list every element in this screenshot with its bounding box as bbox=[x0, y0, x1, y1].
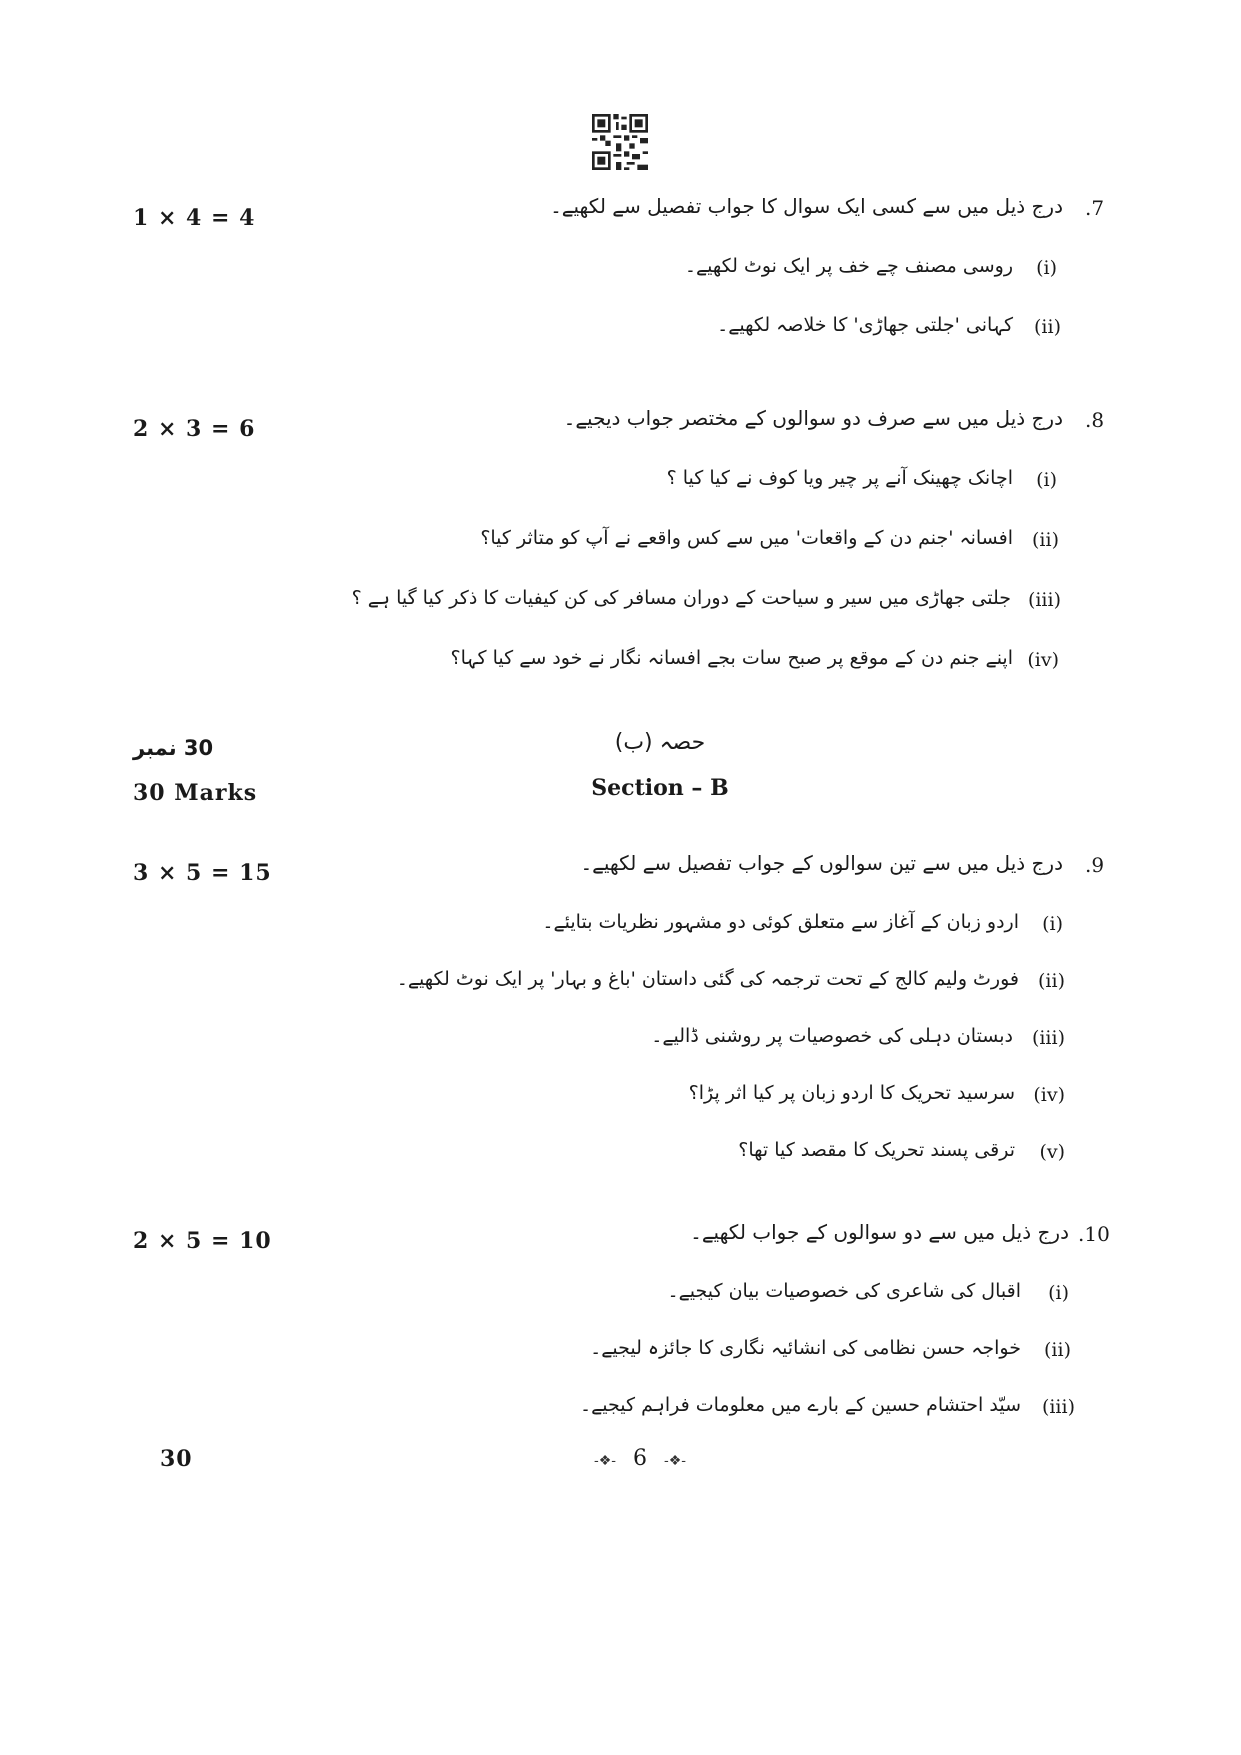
q10-item-num: (ii) bbox=[1044, 1339, 1071, 1361]
q9-item-num: (i) bbox=[1042, 913, 1063, 935]
q9-item-text: دبستان دہلی کی خصوصیات پر روشنی ڈالیے۔ bbox=[651, 1025, 1013, 1047]
q10-item-text: اقبال کی شاعری کی خصوصیات بیان کیجیے۔ bbox=[667, 1280, 1021, 1302]
q8-item-text: افسانہ 'جنم دن کے واقعات' میں سے کس واقعے نے آپ کو متاثر کیا؟ bbox=[480, 527, 1013, 549]
q9-item-num: (iii) bbox=[1031, 1027, 1065, 1049]
q7-item-num: (i) bbox=[1036, 257, 1057, 279]
q7-item-text: روسی مصنف چے خف پر ایک نوٹ لکھیے۔ bbox=[684, 255, 1013, 277]
q10-number: .10 bbox=[1078, 1222, 1110, 1246]
q8-item-num: (iii) bbox=[1027, 589, 1061, 611]
section-b-marks-en: 30 Marks bbox=[133, 780, 258, 806]
q10-marks: 2 × 5 = 10 bbox=[133, 1228, 272, 1254]
q10-title: درج ذیل میں سے دو سوالوں کے جواب لکھیے۔ bbox=[690, 1220, 1069, 1244]
q9-marks: 3 × 5 = 15 bbox=[133, 860, 272, 886]
q8-title: درج ذیل میں سے صرف دو سوالوں کے مختصر جواب دیجیے۔ bbox=[563, 406, 1063, 430]
q7-item-text: کہانی 'جلتی جھاڑی' کا خلاصہ لکھیے۔ bbox=[717, 314, 1013, 336]
q8-item-text: اچانک چھینک آنے پر چیر ویا کوف نے کیا کیا ؟ bbox=[666, 467, 1013, 489]
q7-item-num: (ii) bbox=[1034, 316, 1061, 338]
q10-item-text: سیّد احتشام حسین کے بارے میں معلومات فراہم کیجیے۔ bbox=[580, 1394, 1021, 1416]
q8-number: .8 bbox=[1085, 408, 1105, 432]
q8-marks: 2 × 3 = 6 bbox=[133, 416, 256, 442]
q10-item-text: خواجہ حسن نظامی کی انشائیہ نگاری کا جائزہ لیجیے۔ bbox=[590, 1337, 1021, 1359]
section-b-title-en: Section – B bbox=[591, 775, 729, 801]
q10-item-num: (iii) bbox=[1041, 1396, 1075, 1418]
qr-code bbox=[592, 114, 648, 170]
page-number-block bbox=[580, 1446, 700, 1471]
q8-item-num: (ii) bbox=[1032, 529, 1059, 551]
q9-item-text: ترقی پسند تحریک کا مقصد کیا تھا؟ bbox=[738, 1139, 1015, 1161]
q9-item-text: فورٹ ولیم کالج کے تحت ترجمہ کی گئی داستان 'باغ و بہار' پر ایک نوٹ لکھیے۔ bbox=[396, 968, 1019, 990]
q8-item-num: (iv) bbox=[1027, 649, 1059, 671]
q7-number: .7 bbox=[1085, 196, 1105, 220]
q7-marks: 1 × 4 = 4 bbox=[133, 205, 256, 231]
ornament-left: -❖- bbox=[593, 1453, 616, 1469]
q9-item-num: (v) bbox=[1039, 1141, 1065, 1163]
q10-item-num: (i) bbox=[1048, 1282, 1069, 1304]
q9-item-num: (ii) bbox=[1038, 970, 1065, 992]
q9-item-num: (iv) bbox=[1033, 1084, 1065, 1106]
section-b-marks-urdu: 30 نمبر bbox=[133, 736, 214, 760]
q9-title: درج ذیل میں سے تین سوالوں کے جواب تفصیل سے لکھیے۔ bbox=[580, 851, 1063, 875]
q7-title: درج ذیل میں سے کسی ایک سوال کا جواب تفصیل سے لکھیے۔ bbox=[550, 194, 1063, 218]
q9-item-text: اردو زبان کے آغاز سے متعلق کوئی دو مشہور نظریات بتایئے۔ bbox=[542, 911, 1019, 933]
q8-item-text: جلتی جھاڑی میں سیر و سیاحت کے دوران مسافر کی کن کیفیات کا ذکر کیا گیا ہے ؟ bbox=[351, 587, 1011, 609]
ornament-right: -❖- bbox=[664, 1453, 687, 1469]
q8-item-text: اپنے جنم دن کے موقع پر صبح سات بجے افسانہ نگار نے خود سے کیا کہا؟ bbox=[450, 647, 1013, 669]
q8-item-num: (i) bbox=[1036, 469, 1057, 491]
page-number: 6 bbox=[633, 1446, 647, 1471]
page-code: 30 bbox=[160, 1446, 193, 1472]
q9-number: .9 bbox=[1085, 853, 1105, 877]
section-b-title-urdu: حصہ (ب) bbox=[614, 730, 706, 755]
q9-item-text: سرسید تحریک کا اردو زبان پر کیا اثر پڑا؟ bbox=[688, 1082, 1015, 1104]
